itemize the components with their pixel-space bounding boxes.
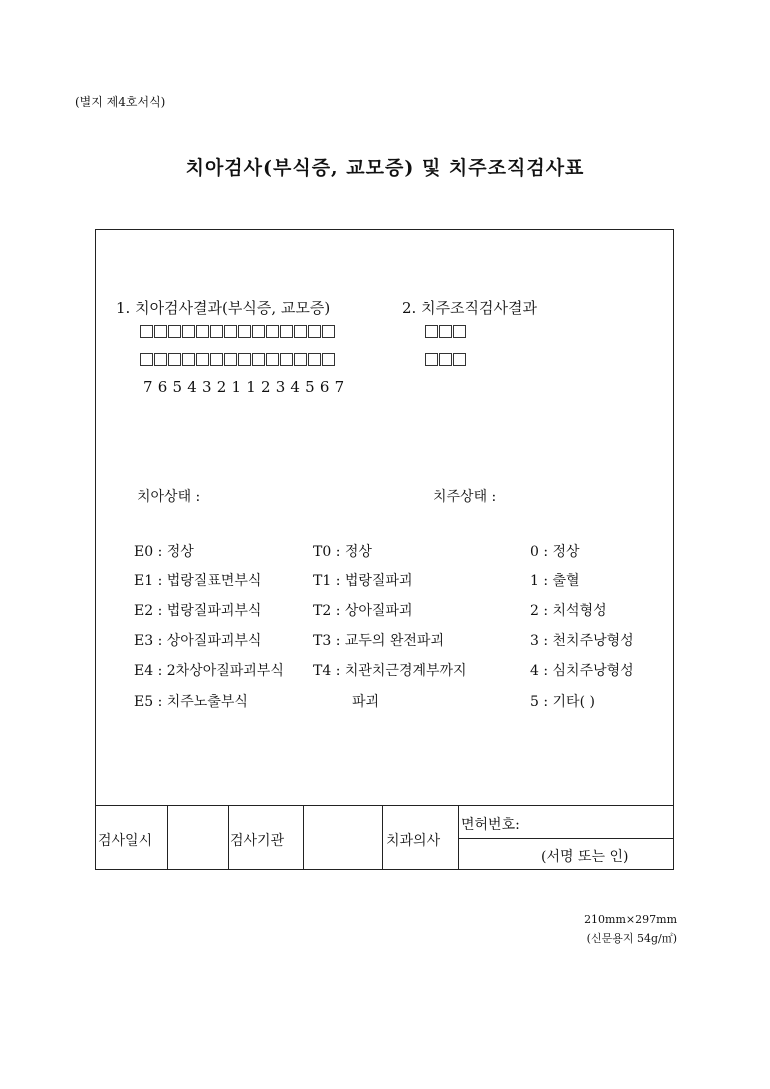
check-box[interactable] [182, 325, 195, 338]
tooth-box-row-1 [140, 325, 335, 338]
check-box[interactable] [266, 353, 279, 366]
check-box[interactable] [439, 353, 452, 366]
t-code: T4 : 치관치근경계부까지 [313, 663, 467, 679]
cell-divider [303, 806, 304, 870]
perio-code: 1 : 출혈 [530, 573, 580, 589]
paper-size: 210mm×297mm [584, 913, 677, 926]
check-box[interactable] [266, 325, 279, 338]
paper-type: (신문용지 54g/㎡) [586, 932, 677, 945]
form-reference: (별지 제4호서식) [75, 95, 166, 109]
t-code-continuation: 파괴 [352, 694, 380, 710]
check-box[interactable] [308, 325, 321, 338]
check-box[interactable] [322, 353, 335, 366]
check-box[interactable] [294, 353, 307, 366]
check-box[interactable] [280, 325, 293, 338]
t-code: T0 : 정상 [313, 544, 372, 560]
perio-code: 4 : 심치주낭형성 [530, 663, 634, 679]
license-divider [458, 838, 674, 839]
perio-code: 5 : 기타( ) [530, 694, 595, 710]
t-code: T3 : 교두의 완전파괴 [313, 633, 444, 649]
check-box[interactable] [238, 325, 251, 338]
signature-field[interactable]: (서명 또는 인) [541, 849, 629, 865]
check-box[interactable] [252, 325, 265, 338]
check-box[interactable] [280, 353, 293, 366]
license-number-field[interactable]: 면허번호: [461, 817, 520, 833]
perio-box-row-1 [425, 325, 466, 338]
perio-code: 0 : 정상 [530, 544, 580, 560]
t-code: T2 : 상아질파괴 [313, 603, 413, 619]
check-box[interactable] [425, 353, 438, 366]
check-box[interactable] [453, 353, 466, 366]
e-code: E3 : 상아질파괴부식 [134, 633, 262, 649]
dentist-label: 치과의사 [386, 833, 441, 849]
perio-code: 3 : 천치주낭형성 [530, 633, 634, 649]
t-code: T1 : 법랑질파괴 [313, 573, 413, 589]
check-box[interactable] [322, 325, 335, 338]
tooth-numbers: 76543211234567 [143, 378, 350, 396]
exam-org-label: 검사기관 [230, 833, 285, 849]
check-box[interactable] [308, 353, 321, 366]
check-box[interactable] [294, 325, 307, 338]
check-box[interactable] [453, 325, 466, 338]
check-box[interactable] [210, 325, 223, 338]
check-box[interactable] [154, 353, 167, 366]
check-box[interactable] [210, 353, 223, 366]
perio-box-row-2 [425, 353, 466, 366]
e-code: E2 : 법랑질파괴부식 [134, 603, 262, 619]
check-box[interactable] [182, 353, 195, 366]
check-box[interactable] [196, 353, 209, 366]
section2-heading: 2. 치주조직검사결과 [402, 299, 538, 317]
tooth-box-row-2 [140, 353, 335, 366]
e-code: E4 : 2차상아질파괴부식 [134, 663, 284, 679]
cell-divider [167, 806, 168, 870]
check-box[interactable] [168, 325, 181, 338]
check-box[interactable] [238, 353, 251, 366]
perio-state-label: 치주상태 : [433, 489, 497, 505]
e-code: E1 : 법랑질표면부식 [134, 573, 262, 589]
cell-divider [382, 806, 383, 870]
exam-date-label: 검사일시 [98, 833, 153, 849]
check-box[interactable] [154, 325, 167, 338]
check-box[interactable] [168, 353, 181, 366]
check-box[interactable] [140, 353, 153, 366]
page-title: 치아검사(부식증, 교모증) 및 치주조직검사표 [185, 157, 585, 179]
check-box[interactable] [224, 353, 237, 366]
tooth-state-label: 치아상태 : [137, 489, 201, 505]
check-box[interactable] [425, 325, 438, 338]
e-code: E0 : 정상 [134, 544, 194, 560]
check-box[interactable] [439, 325, 452, 338]
cell-divider [228, 806, 229, 870]
check-box[interactable] [140, 325, 153, 338]
check-box[interactable] [252, 353, 265, 366]
perio-code: 2 : 치석형성 [530, 603, 607, 619]
section1-heading: 1. 치아검사결과(부식증, 교모증) [116, 299, 331, 317]
signature-row [95, 805, 674, 870]
check-box[interactable] [196, 325, 209, 338]
e-code: E5 : 치주노출부식 [134, 694, 248, 710]
check-box[interactable] [224, 325, 237, 338]
